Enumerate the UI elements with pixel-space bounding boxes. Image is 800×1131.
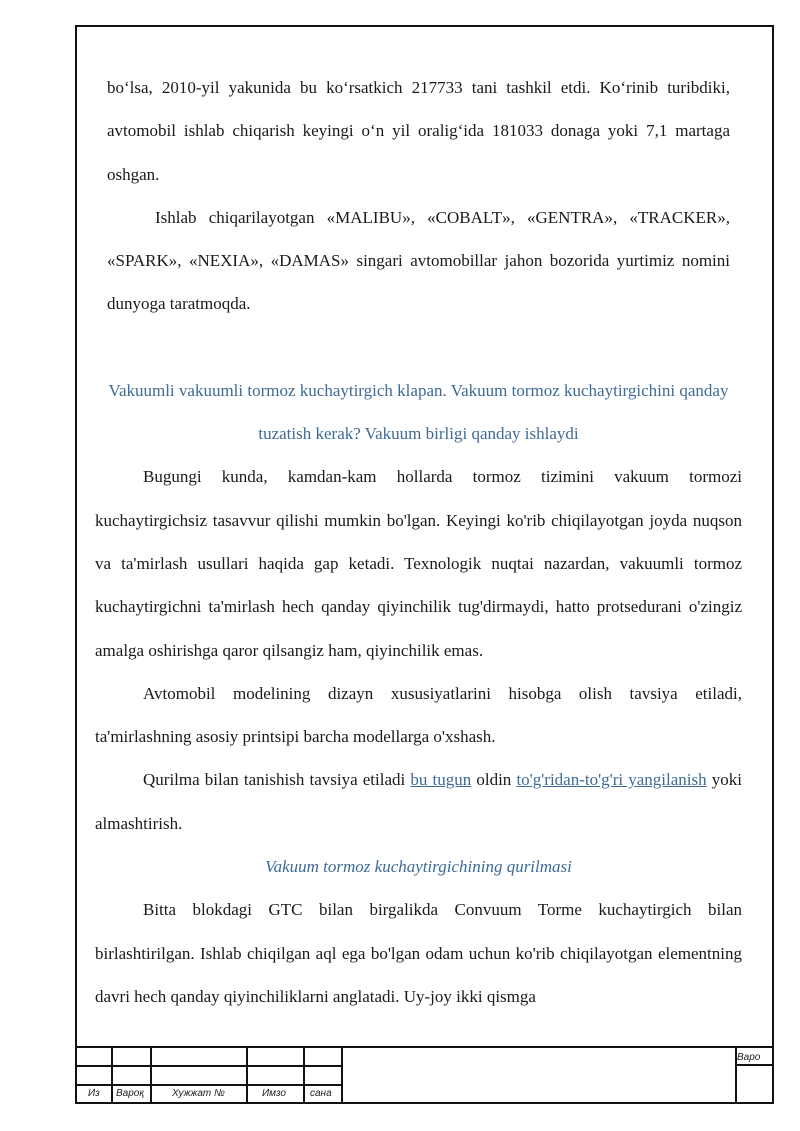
- paragraph-device-description: Bitta blokdagi GTC bilan birgalikda Convuum Torme kuchaytirgich bilan birlashtirilgan. Ishlab chiqilgan aql ega bo'lgan odam uchun ko'rib chiqilayotgan elementning davri hech qanday qiyinchiliklarni anglatadi. Uy-joy ikki qismga: [95, 900, 742, 1006]
- paragraph-device-links: [95, 758, 742, 845]
- label-imzo: Имзо: [262, 1088, 286, 1099]
- document-body: [95, 66, 742, 1018]
- label-iz: Из: [88, 1088, 100, 1099]
- title-block-col-line: [111, 1046, 113, 1104]
- paragraph-intro: Bugungi kunda, kamdan-kam hollarda tormoz tizimini vakuum tormozi kuchaytirgichsiz tasavvur qilishi mumkin bo'lgan. Keyingi ko'rib chiqilayotgan joyda nuqson va ta'mirlash usullari haqida gap ketadi. Texnologik nuqtai nazardan, vakuumli tormoz kuchaytirgichni ta'mirlash hech qanday qiyinchilik tug'dirmaydi, hatto protsedurani o'zingiz amalga oshirishga qaror qilsangiz ham, qiyinchilik emas.: [95, 467, 742, 660]
- title-block: [75, 1046, 774, 1104]
- paragraph-car-models: Ishlab chiqarilayotgan «MALIBU», «COBALT», «GENTRA», «TRACKER», «SPARK», «NEXIA», «DAMAS» singari avtomobillar jahon bozorida yurtimiz nomini dunyoga taratmoqda.: [107, 207, 730, 314]
- paragraph-text: oldin: [471, 770, 517, 790]
- paragraph-production-stats: bo‘lsa, 2010-yil yakunida bu ko‘rsatkich 217733 tani tashkil etdi. Ko‘rinib turibdiki, avtomobil ishlab chiqarish keyingi o‘n yil oralig‘ida 181033 donaga yoki 7,1 martaga oshgan.: [107, 78, 730, 184]
- paragraph-text: Qurilma bilan tanishish tavsiya etiladi: [143, 770, 411, 790]
- label-hujjat: Хужжат №: [172, 1088, 225, 1099]
- title-block-col-line: [341, 1046, 343, 1104]
- title-block-col-line: [246, 1046, 248, 1104]
- label-sana: сана: [310, 1088, 332, 1099]
- label-varoq: Вароқ: [116, 1088, 145, 1099]
- title-block-col-line: [150, 1046, 152, 1104]
- link-direct-update[interactable]: to'g'ridan-to'g'ri yangilanish: [516, 770, 707, 790]
- link-bu-tugun[interactable]: bu tugun: [410, 770, 472, 790]
- paragraph-text: yoki almashtirish.: [95, 770, 742, 833]
- section-heading: Vakuumli vakuumli tormoz kuchaytirgich klapan. Vakuum tormoz kuchaytirgichini qanday tuzatish kerak? Vakuum birligi qanday ishlaydi: [108, 380, 729, 444]
- title-block-sheet-line: [735, 1064, 774, 1066]
- title-block-top-line: [75, 1046, 774, 1048]
- label-varo: Варо: [737, 1052, 761, 1063]
- spacer: [95, 326, 742, 369]
- title-block-col-line: [303, 1046, 305, 1104]
- section-subheading: Vakuum tormoz kuchaytirgichining qurilmasi: [265, 857, 572, 877]
- paragraph-design-features: Avtomobil modelining dizayn xususiyatlarini hisobga olish tavsiya etiladi, ta'mirlashning asosiy printsipi barcha modellarga o'xshash.: [95, 683, 742, 747]
